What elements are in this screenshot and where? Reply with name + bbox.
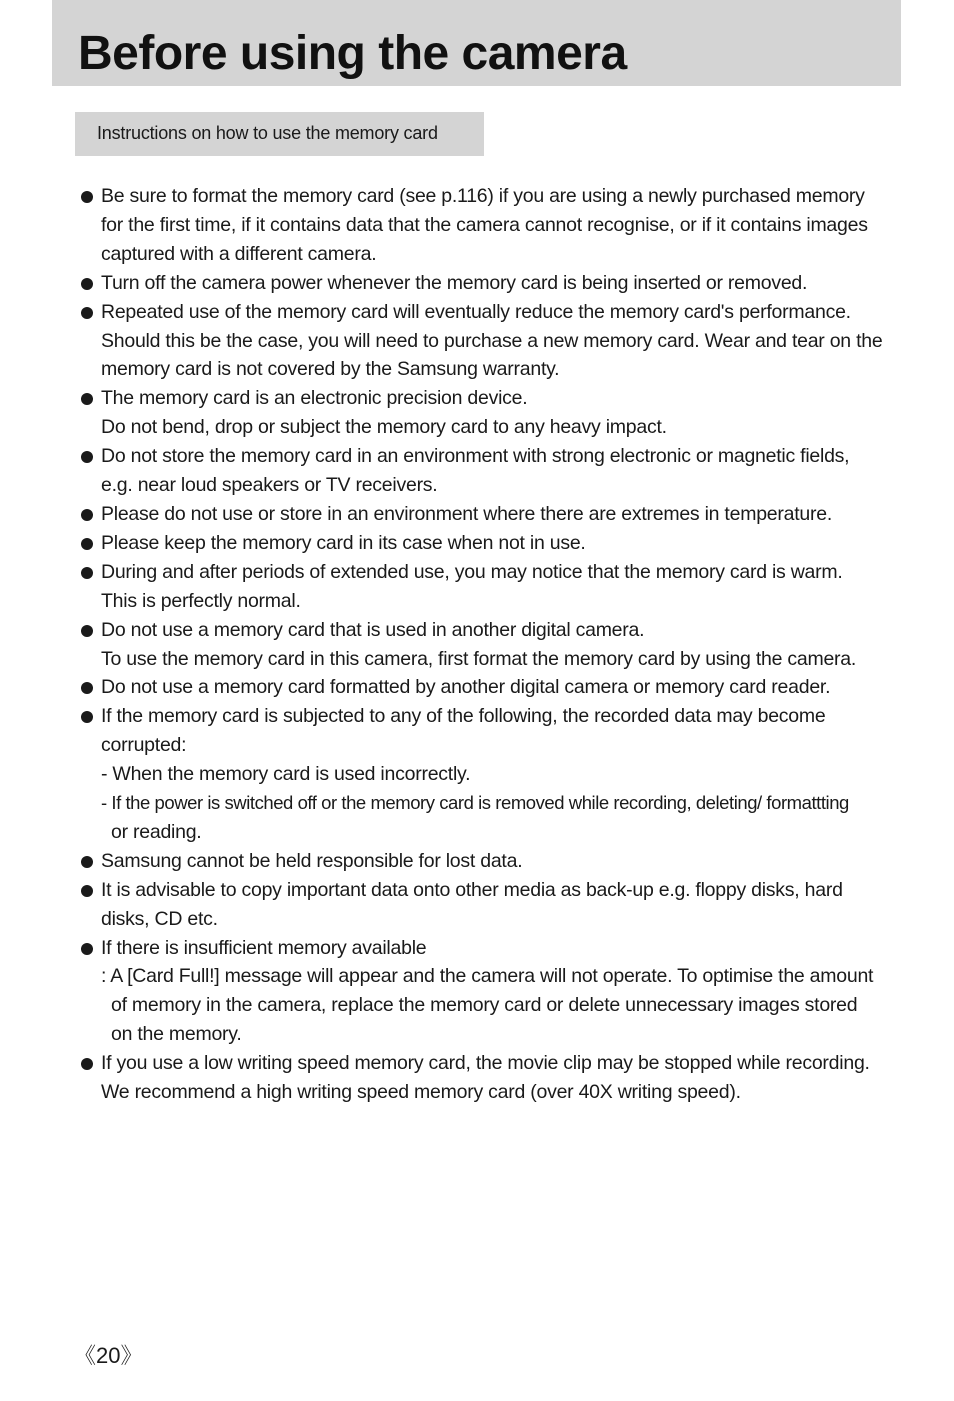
list-item	[80, 616, 880, 674]
bullet-dot-icon	[81, 943, 93, 955]
page-number: 《20》	[74, 1343, 143, 1368]
bullet-dot-icon	[81, 393, 93, 405]
sub-item-text: of memory in the camera, replace the memory card or delete unnecessary images stored	[111, 994, 858, 1017]
item-text: Turn off the camera power whenever the memory card is being inserted or removed.	[101, 271, 808, 294]
bullet-dot-icon	[81, 1058, 93, 1070]
list-item	[80, 182, 880, 269]
list-item	[80, 442, 880, 500]
instruction-list	[80, 182, 883, 1107]
sub-item-text: or reading.	[111, 820, 202, 843]
bullet-dot-icon	[81, 538, 93, 550]
item-text: Be sure to format the memory card (see p.116) if you are using a newly purchased memory	[101, 185, 865, 207]
item-text: Repeated use of the memory card will eventually reduce the memory card's performance.	[101, 300, 851, 323]
item-text: The memory card is an electronic precision device.	[101, 387, 528, 410]
list-item	[80, 673, 880, 702]
item-text: During and after periods of extended use, you may notice that the memory card is warm.	[101, 560, 843, 583]
list-item	[80, 269, 880, 298]
bullet-dot-icon	[81, 625, 93, 637]
bullet-dot-icon	[81, 191, 93, 203]
bullet-dot-icon	[81, 307, 93, 319]
item-text: Samsung cannot be held responsible for lost data.	[101, 849, 523, 872]
item-text: corrupted:	[101, 734, 187, 757]
bullet-dot-icon	[81, 856, 93, 868]
section-label: Instructions on how to use the memory card	[75, 112, 484, 156]
item-text: Do not use a memory card formatted by another digital camera or memory card reader.	[101, 676, 831, 699]
item-text: Should this be the case, you will need to purchase a new memory card. Wear and tear on the	[101, 329, 883, 352]
item-text: Do not use a memory card that is used in another digital camera.	[101, 618, 645, 641]
list-item	[80, 847, 880, 876]
bullet-dot-icon	[81, 278, 93, 290]
item-text: Do not bend, drop or subject the memory card to any heavy impact.	[101, 416, 667, 439]
sub-item-text: - If the power is switched off or the memory card is removed while recording, deleting/ formattting	[101, 792, 849, 814]
bullet-dot-icon	[81, 682, 93, 694]
item-text: e.g. near loud speakers or TV receivers.	[101, 474, 438, 497]
item-text: captured with a different camera.	[101, 242, 377, 265]
bullet-dot-icon	[81, 509, 93, 521]
list-item	[80, 500, 880, 529]
sub-item-text: on the memory.	[111, 1023, 242, 1046]
item-text: To use the memory card in this camera, first format the memory card by using the camera.	[101, 647, 857, 670]
item-text: It is advisable to copy important data onto other media as back-up e.g. floppy disks, hard	[101, 878, 843, 901]
item-text: If there is insufficient memory available	[101, 936, 427, 959]
sub-item-text: - When the memory card is used incorrectly.	[101, 763, 471, 786]
bullet-dot-icon	[81, 885, 93, 897]
list-item	[80, 384, 880, 442]
item-text: disks, CD etc.	[101, 907, 218, 930]
list-item	[80, 876, 880, 934]
title-bar	[52, 0, 901, 86]
list-item	[80, 529, 880, 558]
item-text: We recommend a high writing speed memory card (over 40X writing speed).	[101, 1081, 741, 1104]
item-text: Do not store the memory card in an environment with strong electronic or magnetic fields,	[101, 445, 850, 468]
item-text: memory card is not covered by the Samsung warranty.	[101, 358, 560, 381]
bullet-dot-icon	[81, 711, 93, 723]
item-text: Please do not use or store in an environment where there are extremes in temperature.	[101, 502, 832, 525]
list-item	[80, 558, 880, 616]
item-text: If you use a low writing speed memory card, the movie clip may be stopped while recording.	[101, 1052, 870, 1075]
list-item	[80, 1049, 880, 1107]
item-text: for the first time, if it contains data that the camera cannot recognise, or if it contains images	[101, 213, 868, 236]
page-title: Before using the camera	[78, 27, 627, 80]
list-item	[80, 702, 880, 847]
list-item	[80, 934, 880, 1050]
item-text: If the memory card is subjected to any of the following, the recorded data may become	[101, 705, 826, 728]
list-item	[80, 298, 883, 385]
item-text: Please keep the memory card in its case when not in use.	[101, 531, 586, 554]
bullet-dot-icon	[81, 451, 93, 463]
item-text: This is perfectly normal.	[101, 589, 301, 612]
bullet-dot-icon	[81, 567, 93, 579]
sub-item-text: : A [Card Full!] message will appear and the camera will not operate. To optimise the amount	[101, 965, 874, 988]
